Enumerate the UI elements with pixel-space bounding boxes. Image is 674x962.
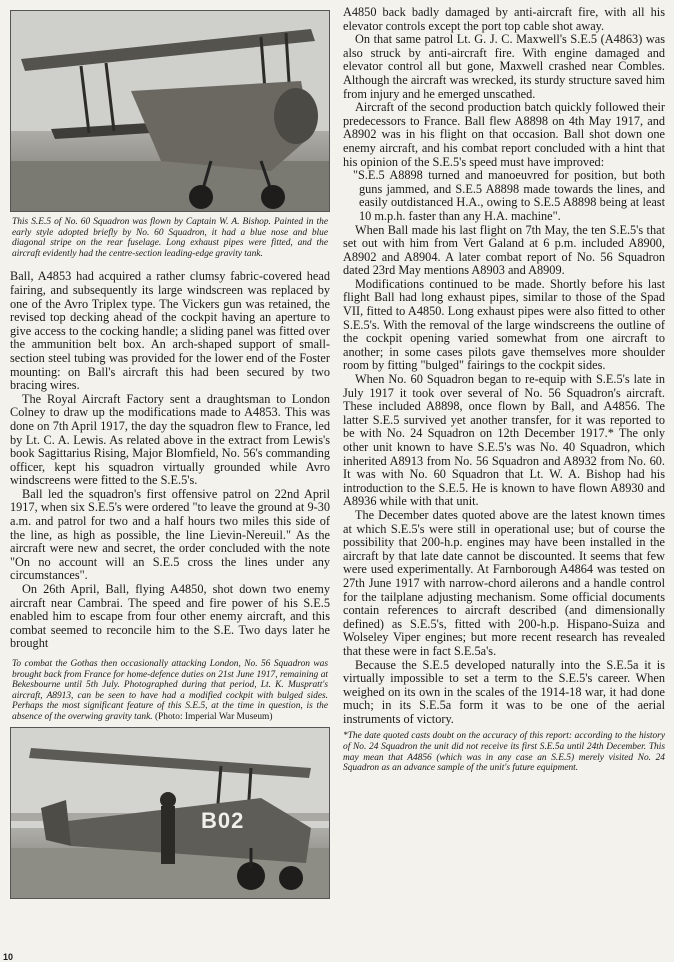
paragraph: When No. 60 Squadron began to re-equip with S.E.5's late in July 1917 it took over several of No. 56 Squadron's aircraft. These included A8898, once flown by Ball, and A4856. The latter S.E.5 survived yet another transfer, for it was reported to be with No. 24 Squadron on 12th December 1917.* The only other unit known to have S.E.5's was No. 40 Squadron, which inherited A8913 from No. 56 Squadron and A8932 from No. 60. It was with No. 60 Squadron that Lt. W. A. Bishop had his introduction to the S.E.5. He is known to have flown A8930 and A8936 while with that unit. [343,372,665,509]
photo-bottom-caption-text: To combat the Gothas then occasionally attacking London, No. 56 Squadron was brought back from France for home-defence duties on 21st June 1917, remaining at Bekesbourne until 5th July. Photographed during that period, Lt. K. Muspratt's aircraft, A8913, can be seen to have had a modified cockpit with bulged sides. Perhaps the most significant feature of this S.E.5, at the time in question, is the absence of the overwing gravity tank. [12,659,328,722]
paragraph: The Royal Aircraft Factory sent a draughtsman to London Colney to draw up the modifications made to A4853. This was done on 7th April 1917, the day the squadron flew to France, led by Lt. C. A. Lewis. As related above in the extract from Lewis's book Sagittarius Rising, Major Blomfield, No. 56's commanding officer, kept his squadron virtually grounded while Avro windscreens were fitted to the S.E.5's. [10,391,330,488]
right-body-text [343,6,665,726]
paragraph: On that same patrol Lt. G. J. C. Maxwell's S.E.5 (A4863) was also struck by anti-aircraft fire. With engine damaged and elevator control all but gone, Maxwell crashed near Combles. Although the aircraft was wrecked, its sturdy structure saved him from injury and he emerged unscathed. [343,32,665,101]
paragraph: On 26th April, Ball, flying A4850, shot down two enemy aircraft near Cambrai. The speed and fire power of his S.E.5 enabled him to escape from four other enemy aircraft, and this combat seemed to reconcile him to the S.E. Two days later he brought [10,582,330,651]
paragraph: Because the S.E.5 developed naturally into the S.E.5a it is virtually impossible to set a term to the S.E.5's career. When weighed on its own in the scales of the 1914-18 war, it had done much; in its S.E.5a form it was to be one of the aerial instruments of victory. [343,657,665,726]
photo-bishop-se5 [10,10,330,212]
page-number: 10 [3,952,14,962]
paragraph: Ball led the squadron's first offensive patrol on 22nd April 1917, when six S.E.5's were ordered "to leave the ground at 9-30 a.m. and patrol for two and a half hours two miles this side of the line, as high as possible, the line Lievin-Nereuil." As the aircraft were new and secret, the order concluded with the note "On no account will an S.E.5 cross the lines under any circumstances". [10,486,330,583]
photo-bottom-caption [12,659,328,723]
paragraph: The December dates quoted above are the latest known times at which S.E.5's were still in operational use; but of course the possibility that 200-h.p. engines may have been installed in the aircraft by that late date cannot be discounted. It seems that few were used experimentally. At Farnborough A4864 was tested on 27th June 1917 with narrow-chord ailerons and a handle control for the tailplane adjusting mechanism. Some official documents contain references to aircraft described (and dimensionally defined) as S.E.5's, fitted with 200-h.p. Hispano-Suiza and Wolseley Viper engines; but more recent research has revealed that these were in fact S.E.5a's. [343,507,665,658]
paragraph: Ball, A4853 had acquired a rather clumsy fabric-covered head fairing, and subsequently its large windscreen was replaced by one of the Avro Triplex type. The Vickers gun was retained, the revised top decking ahead of the cockpit having an aperture to give access to the cocking handle; a sliding panel was fitted over the ammunition belt box. An arch-shaped support of small-section steel tubing was provided for the lower end of the Foster mounting: on Ball's aircraft this had been secured by two bracing wires. [10,269,330,393]
biplane-photo-illustration [11,11,329,211]
paragraph: When Ball made his last flight on 7th May, the ten S.E.5's that set out with him from Vert Galand at 6 p.m. included A8900, A8902 and A8904. A later combat report of No. 56 Squadron dated 23rd May mentions A8903 and A8909. [343,222,665,278]
paragraph: Modifications continued to be made. Shortly before his last flight Ball had long exhaust pipes, similar to those of the Spad VII, fitted to A4850. Long exhaust pipes were also fitted to other S.E.5's. With the removal of the large windscreens the outline of the cockpit opening varied somewhat from one aircraft to another; in some cases pilots gave themselves more shoulder room by fitting "bulged" fairings to the cockpit sides. [343,276,665,373]
left-body-text [10,270,330,651]
left-column [10,0,330,899]
paragraph: A4850 back badly damaged by anti-aircraft fire, with all his elevator controls except the port top cable shot away. [343,5,665,33]
right-column [343,0,665,774]
combat-report-quote: "S.E.5 A8898 turned and manoeuvred for position, but both guns jammed, and S.E.5 A8898 made towards the lines, and easily outdistanced H.A., owing to S.E.5 A8898 being at least 10 m.p.h. faster than any H.A. machine". [353,168,665,223]
paragraph: Aircraft of the second production batch quickly followed their predecessors to France. Ball flew A8898 on 4th May 1917, and A8902 was in his flight on that occasion. Ball shot down one enemy aircraft, and his combat report concluded with a hint that his opinion of the S.E.5's speed must have improved: [343,100,665,169]
photo-muspratt-se5 [10,727,330,899]
biplane-on-ground-photo-illustration [11,728,329,898]
fuselage-marking: B02 [201,807,245,833]
footnote: *The date quoted casts doubt on the accuracy of this report: according to the history of No. 24 Squadron the unit did not receive its first S.E.5a until 24th December. This may mean that A4856 (which was in any case an S.E.5) merely visited No. 24 Squadron as an advance sample of the unit's future equipment. [343,731,665,774]
photo-credit: (Photo: Imperial War Museum) [154,711,273,722]
photo-top-caption: This S.E.5 of No. 60 Squadron was flown by Captain W. A. Bishop. Painted in the early style adopted briefly by No. 60 Squadron, it had a blue nose and blue diagonal stripe on the rear fuselage. Long exhaust pipes were fitted, and the aircraft evidently had the centre-section leading-edge gravity tank. [12,217,328,259]
